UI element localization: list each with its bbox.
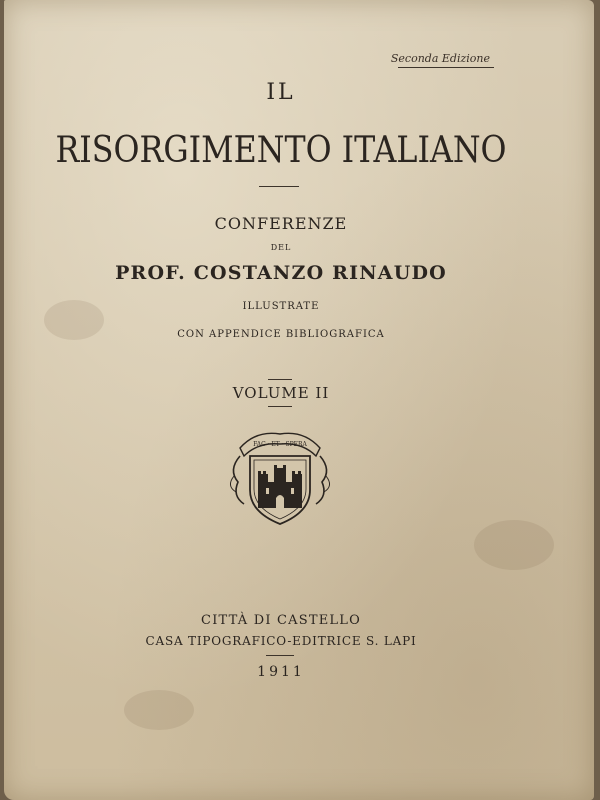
- edition-underline: [398, 67, 494, 68]
- subtitle: CONFERENZE: [214, 214, 348, 233]
- author-name: PROF. COSTANZO RINAUDO: [115, 262, 447, 284]
- volume-rule-bottom: [268, 406, 292, 407]
- publisher-name: CASA TIPOGRAFICO-EDITRICE S. LAPI: [145, 634, 417, 648]
- publisher-divider: [266, 655, 294, 656]
- title-divider: [259, 186, 299, 187]
- publisher-emblem-icon: [226, 426, 334, 530]
- edition-label: Seconda Edizione: [390, 52, 490, 65]
- volume-label: VOLUME II: [232, 384, 330, 402]
- book-title: RISORGIMENTO ITALIANO: [55, 130, 507, 171]
- volume-rule-top: [268, 379, 292, 380]
- note-appendix: CON APPENDICE BIBLIOGRAFICA: [177, 329, 385, 340]
- publication-year: 1911: [257, 664, 305, 680]
- title-article: IL: [266, 80, 296, 105]
- note-illustrated: ILLUSTRATE: [242, 301, 320, 312]
- preposition: DEL: [270, 243, 292, 252]
- book-cover: [4, 0, 594, 800]
- svg-text:FAC · ET · SPERA: FAC · ET · SPERA: [253, 441, 307, 448]
- publication-city: CITTÀ DI CASTELLO: [201, 613, 361, 628]
